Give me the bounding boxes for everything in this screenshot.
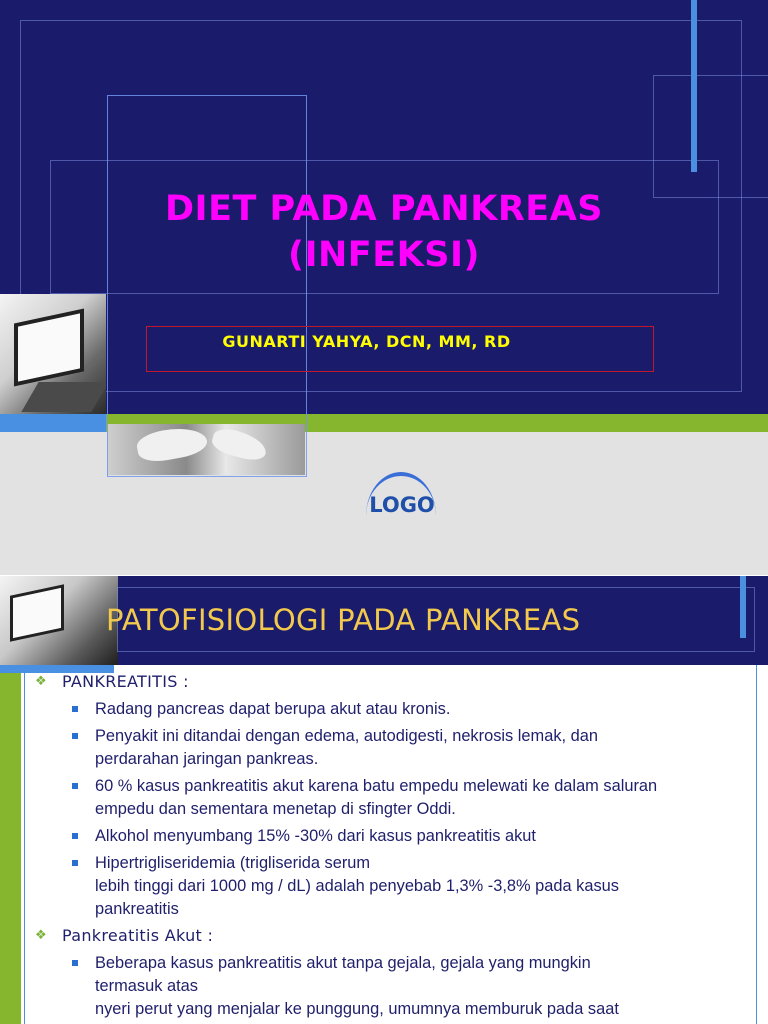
author-name: GUNARTI YAHYA, DCN, MM, RD xyxy=(222,332,511,351)
logo-text: LOGO xyxy=(369,493,435,517)
decorative-frame xyxy=(653,75,768,198)
title-line-1: DIET PADA PANKREAS xyxy=(165,189,603,229)
logo xyxy=(364,472,442,520)
accent-band-blue xyxy=(0,414,106,432)
square-bullet-icon xyxy=(72,960,78,966)
decorative-frame xyxy=(107,95,307,477)
accent-band-green xyxy=(0,665,21,1024)
square-bullet-icon xyxy=(72,706,78,712)
slide-title xyxy=(0,186,768,278)
slide-title: PATOFISIOLOGI PADA PANKREAS xyxy=(106,603,581,637)
square-bullet-icon xyxy=(72,860,78,866)
decorative-bar xyxy=(691,0,697,172)
square-bullet-icon xyxy=(72,833,78,839)
computer-monitor-image xyxy=(0,576,118,665)
computer-monitor-image xyxy=(0,294,106,414)
content-slide: PATOFISIOLOGI PADA PANKREAS ❖ PANKREATITIS : Radang pancreas dapat berupa akut atau kronis. Penyakit ini ditandai dengan edema, autodigesti, nekrosis lemak, dan perdarahan jaringan pankreas. 60 % kasus pankreatitis akut karena batu empedu melewati ke dalam saluran empedu dan sementara menetap di sfingter Oddi. Alkohol menyumbang 15% -30% dari kasus pankreatitis akut Hipertrigliseridemia (trigliserida serum lebih tinggi dari 1000 mg / dL) adalah penyebab 1,3% -3,8% pada kasus pankreatitis ❖ Pankreatitis Akut : Beberapa kasus pankreatitis akut tanpa gejala, gejala yang mungkin termasuk atas nyeri perut yang menjalar ke punggung, umumnya memburuk pada saat xyxy=(0,576,768,1024)
diamond-bullet-icon: ❖ xyxy=(35,928,47,943)
title-line-2: (INFEKSI) xyxy=(288,235,480,275)
square-bullet-icon xyxy=(72,733,78,739)
decorative-bar xyxy=(740,576,746,638)
diamond-bullet-icon: ❖ xyxy=(35,674,47,689)
square-bullet-icon xyxy=(72,783,78,789)
